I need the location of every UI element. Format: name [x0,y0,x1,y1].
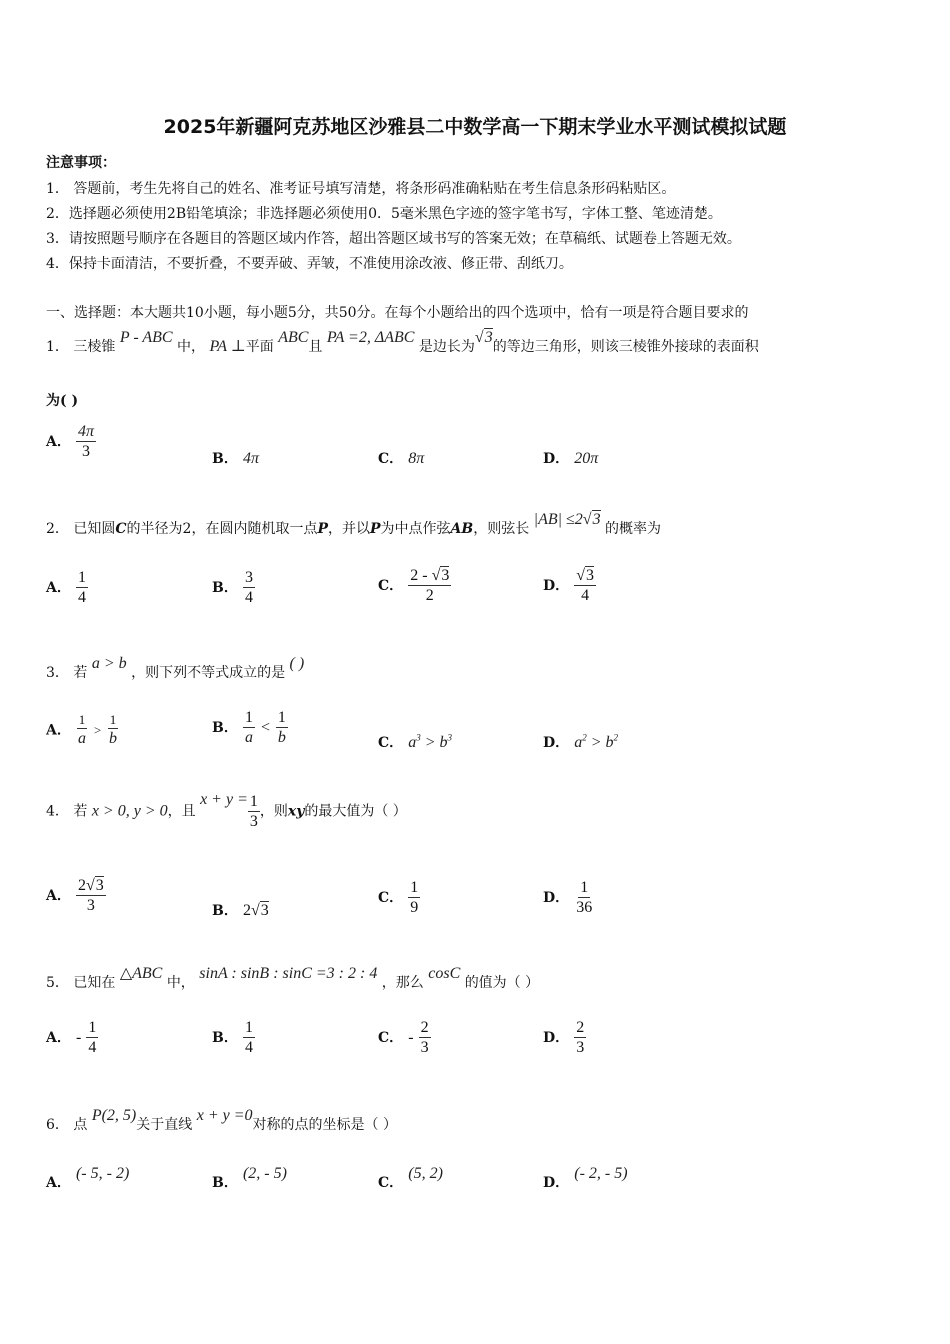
math-expr: P - ABC [119,329,173,346]
option-label: C． [378,890,404,907]
option-b[interactable] [212,900,269,920]
question-1 [46,329,759,356]
question-text: 是边长为 [418,339,475,355]
question-text: ，则 [259,803,288,820]
fraction: $\frac{1}{b}$ [277,709,286,747]
math-expr: x + y = [200,790,248,808]
math-expr: a > b [91,655,127,672]
question-4 [46,792,407,831]
option-value: (- 2, - 5) [574,1165,628,1182]
option-label: C． [378,1030,404,1047]
option-a[interactable] [46,1165,130,1192]
question-6 [46,1107,397,1134]
option-c[interactable] [378,1165,443,1192]
option-label: B． [212,580,238,597]
option-b[interactable] [212,1018,255,1057]
math-expr: cosC [428,965,461,982]
option-c[interactable] [378,878,420,917]
option-c[interactable] [378,448,424,468]
question-text: 为( ) [46,393,79,409]
math-expr: |AB| ≤2√3 [533,511,601,528]
option-value: (5, 2) [408,1165,443,1182]
option-c[interactable] [378,732,452,752]
question-3 [46,655,305,682]
question-text: 的等边三角形，则该三棱锥外接球的表面积 [492,339,759,355]
question-text: 中， [166,975,195,991]
fraction: $\frac{1}{a}$ [244,709,253,747]
fraction: $\frac{1}{4}$ [77,569,86,607]
option-d[interactable] [543,1018,586,1057]
option-d[interactable] [543,878,594,917]
fraction: $\frac{4\pi}{3}$ [77,423,94,461]
option-label: A． [46,1175,71,1191]
fraction: $\frac{2√3}{3}$ [77,877,104,915]
option-a[interactable] [46,422,96,461]
question-5 [46,965,540,992]
minus-sign: - [408,1029,414,1047]
option-a[interactable] [46,1018,98,1057]
math-var: C [115,521,127,537]
question-number: 6． [46,1117,69,1133]
option-label: A． [46,580,71,597]
math-expr: x + y =0 [196,1107,253,1124]
question-text: 若 [73,665,88,681]
option-label: D． [543,735,570,751]
option-label: B． [212,903,238,919]
fraction: $\frac{1}{a}$ [77,712,86,747]
question-text: 平面 [245,339,274,355]
option-d[interactable] [543,448,598,468]
fraction: $\frac{2 - √3}{2}$ [410,567,450,605]
question-number: 3． [46,665,69,681]
question-text: 若 [73,803,88,820]
notice-item: 1． 答题前，考生先将自己的姓名、准考证号填写清楚，将条形码准确粘贴在考生信息条形码粘贴区。 [46,181,676,197]
option-label: B． [212,1175,238,1191]
question-text: 的概率为 [605,521,662,537]
option-label: D． [543,451,570,467]
option-value: 2√3 [242,902,269,919]
question-text: 的值为（ ） [464,975,540,991]
question-text: 的最大值为（ ） [304,803,407,820]
math-expr: sinA : sinB : sinC =3 : 2 : 4 [199,965,378,982]
option-d[interactable] [543,1165,628,1192]
sqrt-expr: √3 [474,329,493,346]
fraction: $\frac{1}{9}$ [410,879,419,917]
math-expr: x > 0, y > 0 [91,802,168,820]
question-text: 关于直线 [136,1117,193,1133]
math-expr: PA =2, ΔABC [326,329,415,346]
option-a[interactable] [46,568,88,607]
option-label: A． [46,722,71,739]
fraction: $\frac{2}{3}$ [576,1019,585,1057]
fraction: $\frac{1}{4}$ [88,1019,97,1057]
math-op: > [93,722,102,738]
notice-item: 4．保持卡面清洁，不要折叠，不要弄破、弄皱，不准使用涂改液、修正带、刮纸刀。 [46,256,573,272]
math-var: P [317,521,328,537]
option-label: C． [378,735,404,751]
option-value: (2, - 5) [242,1165,287,1182]
section-heading: 一、选择题：本大题共10小题，每小题5分，共50分。在每个小题给出的四个选项中，恰有一项是符合题目要求的 [46,305,749,321]
question-text: 中， [177,339,206,355]
option-label: A． [46,888,71,905]
option-label: B． [212,1030,238,1047]
question-text: ，则下列不等式成立的是 [131,665,286,681]
question-text: 对称的点的坐标是（ ） [252,1117,397,1133]
option-value: 4π [242,450,259,467]
math-var: AB [450,521,474,537]
option-label: B． [212,451,238,467]
option-label: A． [46,434,71,451]
option-b[interactable] [212,568,255,607]
option-label: C． [378,451,404,467]
option-label: D． [543,1030,570,1047]
math-expr: ABC [278,329,309,346]
option-label: D． [543,1175,570,1191]
question-text: 为中点作弦 [380,521,451,537]
fraction: $\frac{1}{b}$ [108,712,117,747]
question-number: 5． [46,975,69,991]
question-text: ，那么 [381,975,424,991]
question-number: 1． [46,339,69,355]
option-label: B． [212,720,238,737]
math-expr: P(2, 5) [91,1107,137,1124]
question-text: 点 [73,1117,88,1133]
option-value: $a^3 > b^3$ [408,732,453,751]
fraction: $\frac{2}{3}$ [420,1019,429,1057]
option-label: A． [46,1030,71,1047]
option-label: D． [543,578,570,595]
option-label: C． [378,578,404,595]
question-text: 且 [308,339,323,355]
option-b[interactable] [212,1165,287,1192]
option-label: D． [543,890,570,907]
option-a[interactable] [46,712,119,748]
question-text: 已知在 [73,975,116,991]
option-b[interactable] [212,708,288,747]
math-var: P [369,521,381,537]
fraction: $\frac{1}{4}$ [244,1019,253,1057]
notice-item: 2．选择题必须使用2B铅笔填涂；非选择题必须使用0．5毫米黑色字迹的签字笔书写，字体工整、笔迹清楚。 [46,206,722,222]
math-expr: PA ⊥ [209,338,246,355]
question-text: 已知圆 [73,521,116,537]
answer-paren: ( ) [289,655,305,672]
question-2 [46,511,662,538]
minus-sign: - [75,1029,82,1047]
option-a[interactable] [46,876,106,915]
option-c[interactable] [378,566,451,605]
fraction: $\frac{1}{3}$ [249,793,258,831]
option-d[interactable] [543,732,618,752]
question-text: 三棱锥 [73,339,116,355]
option-label: C． [378,1175,404,1191]
option-b[interactable] [212,448,259,468]
math-expr: △ABC [119,965,163,982]
question-text: ，则弦长 [473,521,530,537]
fraction: $\frac{√3}{4}$ [576,567,595,605]
option-value: (- 5, - 2) [75,1165,130,1182]
question-text: ，并以 [327,521,370,537]
option-value: 8π [408,450,425,467]
notice-heading: 注意事项： [46,155,116,171]
option-c[interactable] [378,1018,431,1057]
question-text: ，且 [167,803,196,820]
fraction: $\frac{3}{4}$ [244,569,253,607]
fraction: $\frac{1}{36}$ [576,879,593,917]
math-op: < [260,719,271,737]
page-title: 2025年新疆阿克苏地区沙雅县二中数学高一下期末学业水平测试模拟试题 [163,116,787,138]
option-value: $a^2 > b^2$ [574,732,619,751]
notice-item: 3．请按照题号顺序在各题目的答题区域内作答，超出答题区域书写的答案无效；在草稿纸、试题卷上答题无效。 [46,231,741,247]
question-text: 的半径为2，在圆内随机取一点 [126,521,318,537]
option-d[interactable] [543,566,596,605]
question-number: 4． [46,803,69,820]
option-value: 20π [574,450,599,467]
question-number: 2． [46,521,69,537]
math-var: xy [287,803,305,820]
